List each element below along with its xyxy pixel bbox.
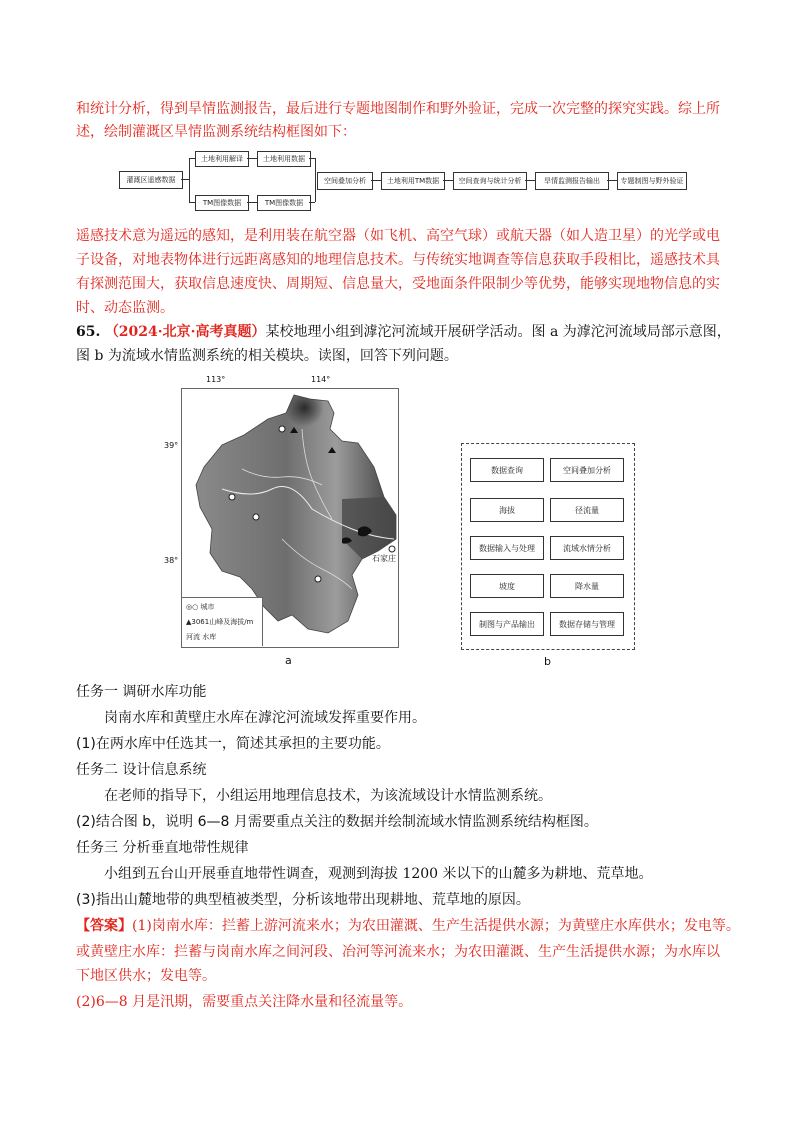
task3-title: 任务三 分析垂直地带性规律 (76, 840, 249, 856)
flow-connector (247, 158, 257, 159)
question-line-1 (76, 322, 731, 342)
legend-peak: ▲3061山峰及海拔/m (186, 618, 254, 626)
task1-desc: 岗南水库和黄壁庄水库在滹沱河流域发挥重要作用。 (104, 710, 426, 726)
intro-line-1: 和统计分析，得到旱情监测报告，最后进行专题地图制作和野外验证，完成一次完整的探究实践。综上所 (76, 101, 720, 117)
flow-box-chain-3: 空间查询与统计分析 (453, 172, 527, 190)
flow-connector (189, 158, 190, 202)
intro-line-2: 述，绘制灌溉区旱情监测系统结构框图如下： (76, 124, 356, 140)
latitude-label-38: 38° (164, 556, 179, 565)
question-2: (2)结合图 b，说明 6—8 月需要重点关注的数据并绘制流域水情监测系统结构框图。 (76, 814, 598, 830)
task1-title: 任务一 调研水库功能 (76, 684, 207, 700)
flow-box-chain-4: 旱情监测报告输出 (535, 172, 609, 190)
question-number: 65. (76, 324, 101, 340)
remote-sensing-line-2: 子设备，对地表物体进行远距离感知的地理信息技术。与传统实地调查等信息获取手段相比，遥感技术具 (76, 252, 720, 268)
city-marker (279, 426, 285, 432)
module-panel (461, 443, 635, 650)
answer-line-2: 或黄壁庄水库：拦蓄与岗南水库之间河段、冶河等河流来水；为农田灌溉、生产生活提供水源；为水库以 (76, 944, 720, 960)
module-slope: 坡度 (470, 574, 544, 598)
longitude-label-113: 113° (206, 375, 226, 384)
module-data-storage: 数据存储与管理 (550, 612, 624, 636)
city-marker (389, 546, 395, 552)
answer-line-3: 下地区供水；发电等。 (76, 968, 216, 984)
figure-caption-a: a (285, 654, 292, 667)
map-legend (182, 597, 263, 646)
flow-box-landuse-interpret: 土地利用解译 (195, 151, 249, 167)
city-label-shijiazhuang: 石家庄 (372, 554, 396, 563)
module-elevation: 海拔 (470, 498, 544, 522)
module-data-input: 数据输入与处理 (470, 536, 544, 560)
remote-sensing-line-3: 有探测范围大，获取信息速度快、周期短、信息量大，受地面条件限制少等优势，能够实现地物信息的实 (76, 276, 720, 292)
flow-connector (309, 202, 315, 203)
answer-text-1: (1)岗南水库：拦蓄上游河流来水；为农田灌溉、生产生活提供水源；为黄壁庄水库供水；发电等。 (132, 918, 740, 934)
question-3: (3)指出山麓地带的典型植被类型，分析该地带出现耕地、荒草地的原因。 (76, 892, 530, 908)
flow-box-start: 灌溉区遥感数据 (119, 171, 183, 189)
latitude-label-39: 39° (164, 441, 179, 450)
answer-line-1 (76, 916, 740, 936)
flow-connector (525, 180, 535, 181)
module-water-analysis: 流域水情分析 (550, 536, 624, 560)
question-1: (1)在两水库中任选其一，简述其承担的主要功能。 (76, 736, 390, 752)
task2-desc: 在老师的指导下，小组运用地理信息技术，为该流域设计水情监测系统。 (104, 788, 552, 804)
question-text-1: 某校地理小组到滹沱河流域开展研学活动。图 a 为滹沱河流域局部示意图， (265, 324, 731, 340)
flow-box-tm-image-1: TM图像数据 (195, 195, 249, 211)
flow-connector (443, 180, 453, 181)
figure-caption-b: b (544, 655, 551, 668)
module-precipitation: 降水量 (550, 574, 624, 598)
question-source: （2024·北京·高考真题） (104, 324, 266, 340)
flow-box-chain-5: 专题制图与野外验证 (617, 172, 687, 190)
task2-title: 任务二 设计信息系统 (76, 762, 207, 778)
city-marker (253, 514, 259, 520)
legend-city: ◎○ 城市 (186, 603, 215, 611)
module-data-query: 数据查询 (470, 458, 544, 482)
flow-box-chain-1: 空间叠加分析 (317, 172, 373, 190)
city-marker (229, 494, 235, 500)
flow-connector (181, 179, 189, 180)
question-line-2: 图 b 为流域水情监测系统的相关模块。读图，回答下列问题。 (76, 348, 458, 364)
module-spatial-overlay: 空间叠加分析 (550, 458, 624, 482)
remote-sensing-line-1: 遥感技术意为遥远的感知，是利用装在航空器（如飞机、高空气球）或航天器（如人造卫星）的光学或电 (76, 228, 720, 244)
flow-connector (247, 202, 257, 203)
remote-sensing-line-4: 时、动态监测。 (76, 300, 174, 316)
flow-connector (315, 158, 316, 202)
flow-box-tm-image-2: TM图像数据 (257, 195, 311, 211)
flow-box-chain-2: 土地利用TM数据 (381, 172, 445, 190)
flow-connector (371, 180, 381, 181)
flow-connector (607, 180, 617, 181)
answer-label: 【答案】 (76, 918, 132, 934)
flow-box-landuse-data: 土地利用数据 (257, 151, 311, 167)
longitude-label-114: 114° (311, 375, 331, 384)
legend-river-reservoir: 河流 水库 (186, 633, 217, 641)
module-runoff: 径流量 (550, 498, 624, 522)
task3-desc: 小组到五台山开展垂直地带性调查，观测到海拔 1200 米以下的山麓多为耕地、荒草地。 (104, 866, 653, 882)
module-mapping-output: 制图与产品输出 (470, 612, 544, 636)
answer-line-4: (2)6—8 月是汛期，需要重点关注降水量和径流量等。 (76, 994, 413, 1010)
city-marker (315, 576, 321, 582)
